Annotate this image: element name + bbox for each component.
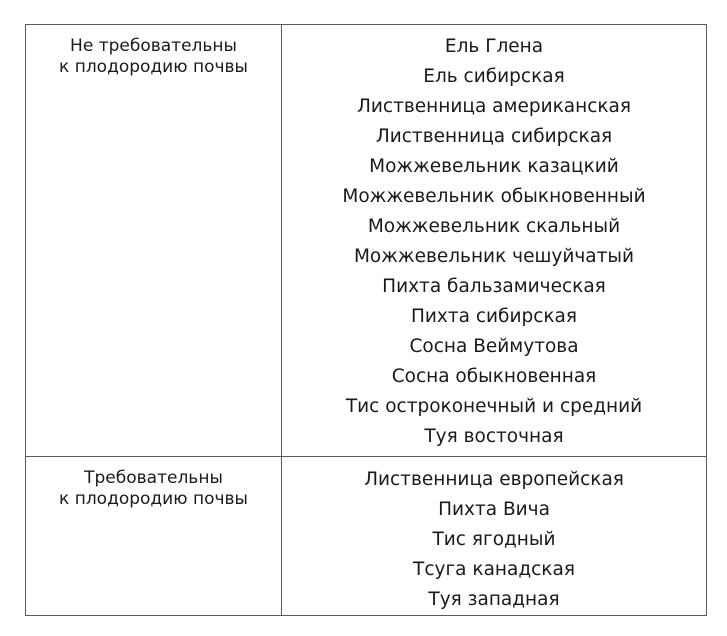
species-list [282, 457, 706, 615]
table-row [26, 25, 707, 457]
species-item: Можжевельник казацкий [369, 156, 619, 177]
species-item: Тис остроконечный и средний [345, 396, 643, 417]
species-cell [282, 457, 707, 616]
species-cell [282, 25, 707, 457]
species-item: Тсуга канадская [413, 559, 575, 580]
species-item: Лиственница сибирская [375, 126, 613, 147]
species-item: Можжевельник чешуйчатый [353, 246, 635, 267]
species-item: Сосна Веймутова [409, 336, 579, 357]
species-item: Тис ягодный [432, 529, 556, 550]
species-item: Ель Глена [444, 36, 544, 57]
category-label-line: к плодородию почвы [59, 57, 248, 77]
species-item: Можжевельник обыкновенный [342, 186, 646, 207]
soil-requirements-table [25, 24, 707, 616]
species-item: Туя западная [428, 589, 560, 610]
species-item: Ель сибирская [423, 66, 565, 87]
species-item: Сосна обыкновенная [391, 366, 597, 387]
species-item: Лиственница американская [356, 96, 632, 117]
species-item: Можжевельник скальный [367, 216, 621, 237]
category-label-line: к плодородию почвы [59, 489, 248, 509]
species-item: Пихта сибирская [410, 306, 578, 327]
species-item: Пихта Вича [438, 499, 550, 520]
category-label-line: Требовательны [84, 468, 223, 488]
category-cell [26, 25, 282, 457]
species-item: Туя восточная [424, 426, 564, 447]
table-row [26, 457, 707, 616]
species-list [282, 25, 706, 456]
category-label-line: Не требовательны [70, 36, 237, 56]
species-item: Лиственница европейская [364, 469, 624, 490]
species-item: Пихта бальзамическая [382, 276, 606, 297]
category-cell [26, 457, 282, 616]
